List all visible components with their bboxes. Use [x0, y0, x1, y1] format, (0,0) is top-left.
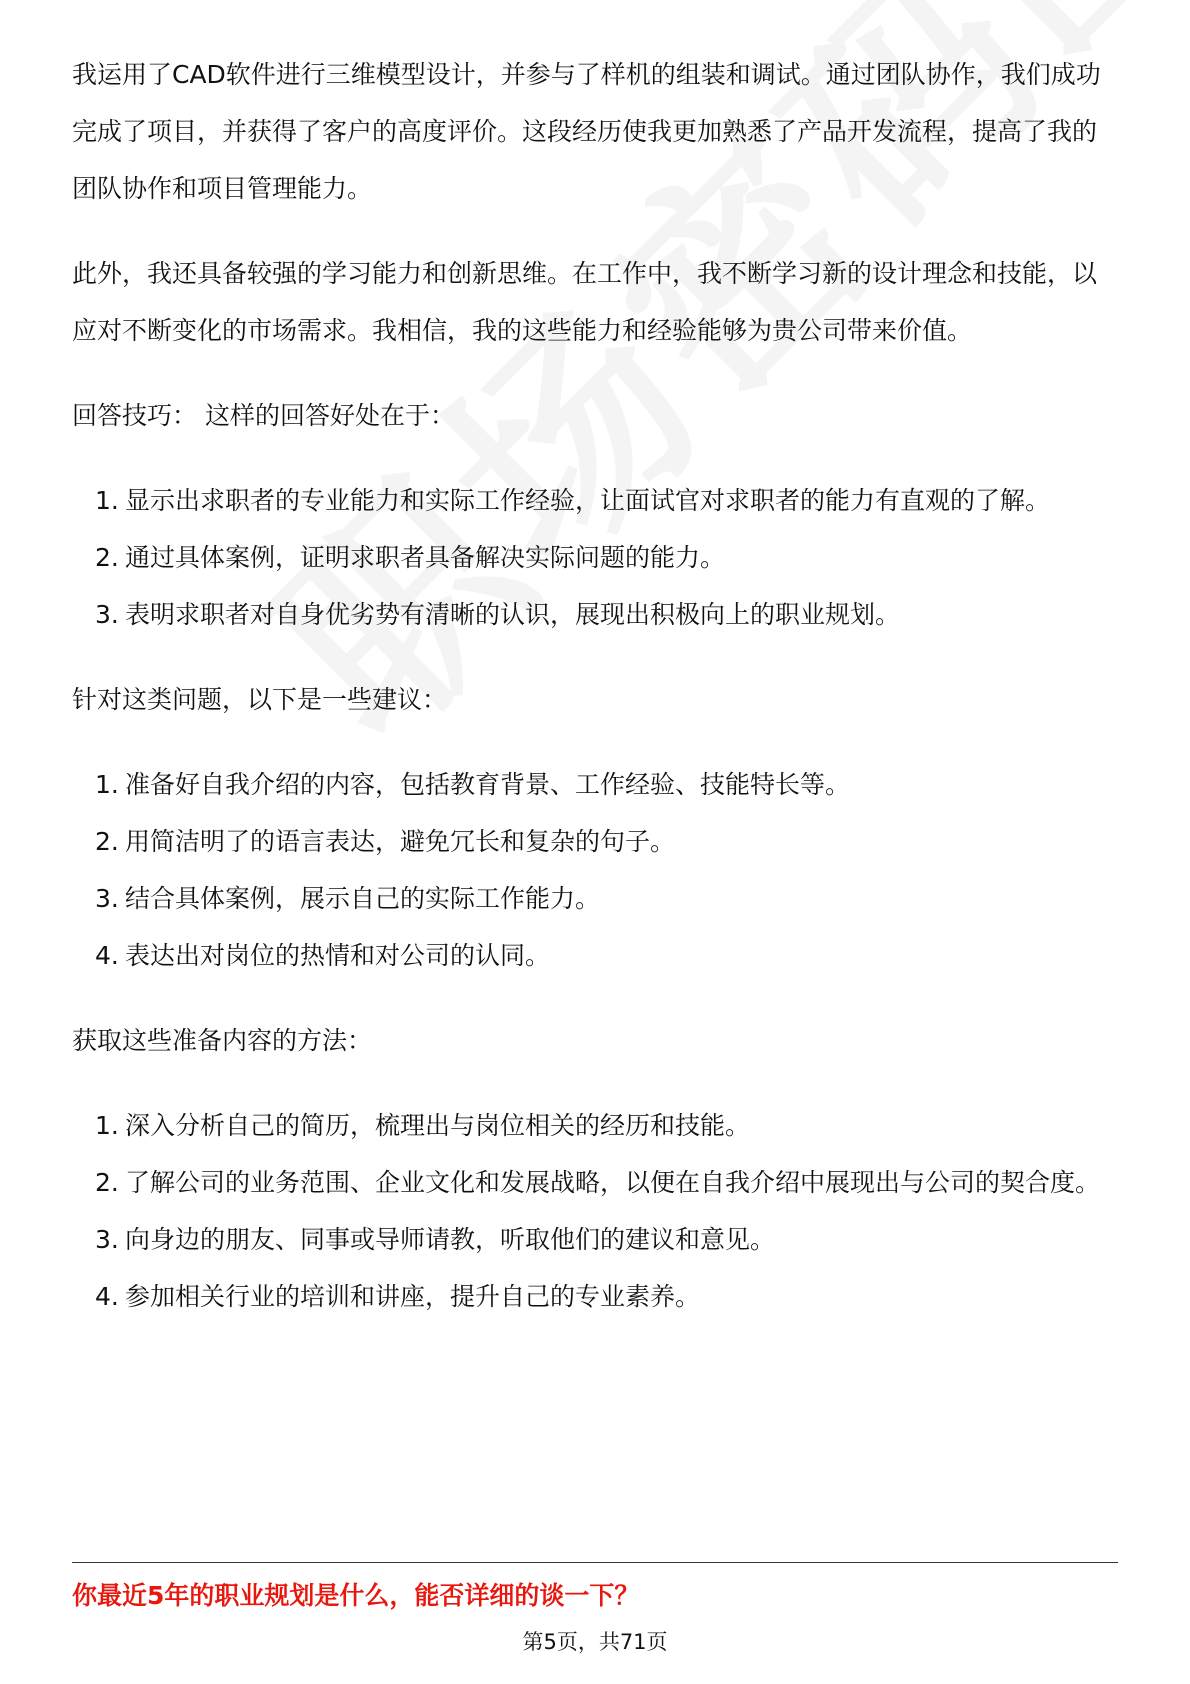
methods-heading: 获取这些准备内容的方法： — [72, 1026, 373, 1055]
methods-list — [72, 1097, 1118, 1325]
advice-list — [72, 756, 1118, 984]
page-footer: 第5页，共71页 — [522, 1630, 668, 1654]
next-question-heading: 你最近5年的职业规划是什么，能否详细的谈一下？ — [72, 1581, 640, 1610]
list-item: 3. 结合具体案例，展示自己的实际工作能力。 — [95, 884, 601, 913]
document-body — [72, 46, 1118, 1325]
list-item: 2. 了解公司的业务范围、企业文化和发展战略，以便在自我介绍中展现出与公司的契合度。 — [95, 1168, 1101, 1197]
section-divider — [72, 1562, 1118, 1563]
list-item: 3. 表明求职者对自身优劣势有清晰的认识，展现出积极向上的职业规划。 — [95, 600, 901, 629]
list-item: 1. 显示出求职者的专业能力和实际工作经验，让面试官对求职者的能力有直观的了解。 — [95, 486, 1051, 515]
tips-list — [72, 472, 1118, 643]
list-item: 4. 表达出对岗位的热情和对公司的认同。 — [95, 941, 551, 970]
list-item: 3. 向身边的朋友、同事或导师请教，听取他们的建议和意见。 — [95, 1225, 776, 1254]
list-item: 2. 用简洁明了的语言表达，避免冗长和复杂的句子。 — [95, 827, 676, 856]
paragraph-learning: 此外，我还具备较强的学习能力和创新思维。在工作中，我不断学习新的设计理念和技能，以应对不断变化的市场需求。我相信，我的这些能力和经验能够为贵公司带来价值。 — [72, 259, 1098, 345]
list-item: 2. 通过具体案例，证明求职者具备解决实际问题的能力。 — [95, 543, 726, 572]
advice-heading: 针对这类问题，以下是一些建议： — [72, 685, 448, 714]
tips-heading: 回答技巧： 这样的回答好处在于： — [72, 401, 455, 430]
list-item: 1. 准备好自我介绍的内容，包括教育背景、工作经验、技能特长等。 — [95, 770, 851, 799]
list-item: 1. 深入分析自己的简历，梳理出与岗位相关的经历和技能。 — [95, 1111, 751, 1140]
paragraph-experience: 我运用了CAD软件进行三维模型设计，并参与了样机的组装和调试。通过团队协作，我们成功完成了项目，并获得了客户的高度评价。这段经历使我更加熟悉了产品开发流程，提高了我的团队协作和项目管理能力。 — [72, 60, 1101, 203]
list-item: 4. 参加相关行业的培训和讲座，提升自己的专业素养。 — [95, 1282, 701, 1311]
